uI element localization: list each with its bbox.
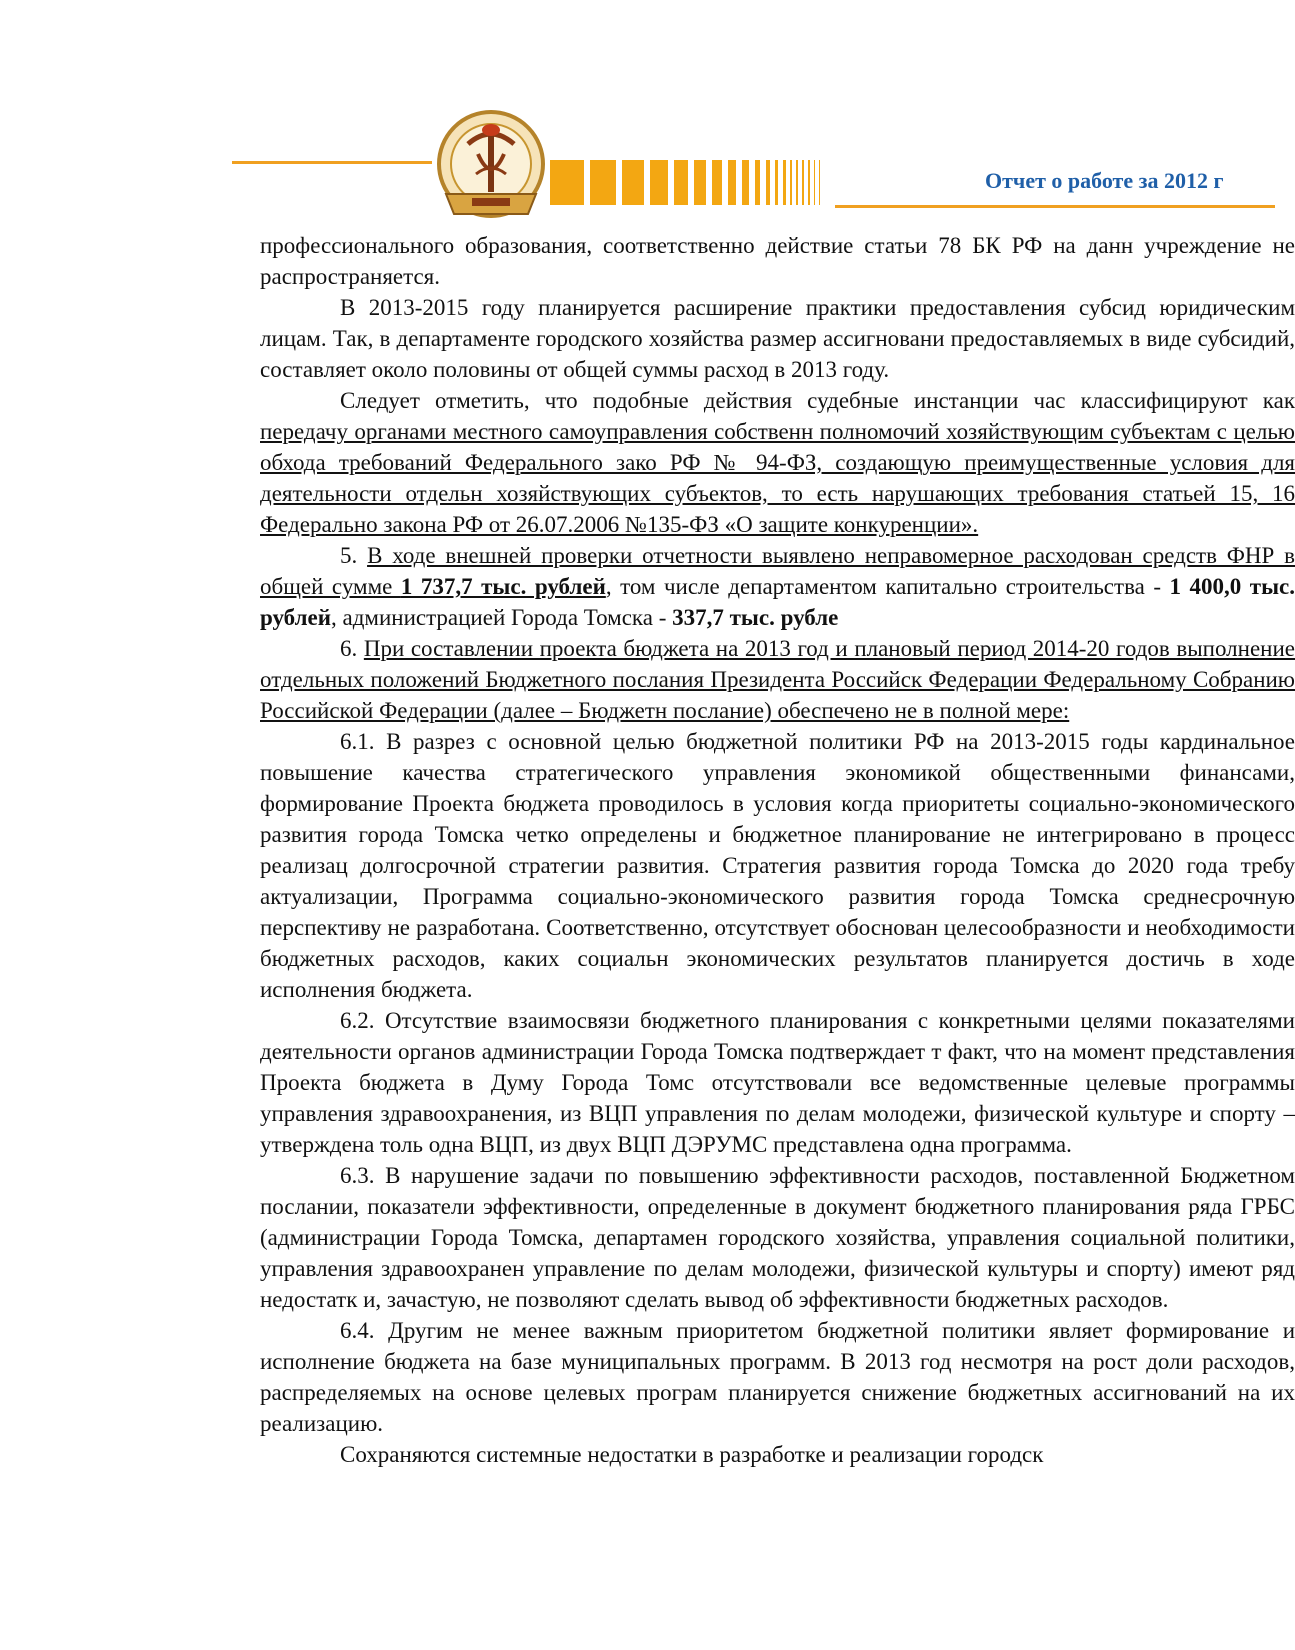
item-5-sum-capital: 1 400,0 тыс. рублей xyxy=(260,574,1295,630)
report-title: Отчет о работе за 2012 г xyxy=(985,168,1224,193)
header-stripes xyxy=(550,160,840,205)
paragraph-last: Сохраняются системные недостатки в разработке и реализации городск xyxy=(340,1442,1044,1467)
paragraph-item-6-1: 6.1. В разрез с основной целью бюджетной политики РФ на 2013-2015 годы кардинальное повышение качества стратегического управления экономикой общественными финансами, формирование Проекта бюджета проводилось в условия когда приоритеты социально-экономического развития города Томска четко определены и бюджетное планирование не интегрировано в процесс реализац долгосрочной стратегии развития. Стратегия развития города Томска до 2020 года требу актуализации, Программа социально-экономического развития города Томска среднесрочную перспективу не разработана. Соответственно, отсутствует обоснован целесообразности и необходимости бюджетных расходов, каких социальн экономических результатов планируется достичь в ходе исполнения бюджета. xyxy=(260,729,1295,1002)
paragraph-2: В 2013-2015 году планируется расширение практики предоставления субсид юридическим лицам. Так, в департаменте городского хозяйства размер ассигновани предоставляемых в виде субсидий, составляет около половины от общей суммы расход в 2013 году. xyxy=(260,295,1295,382)
item-5-total-sum: 1 737,7 тыс. рублей xyxy=(400,574,606,599)
header-rule-left xyxy=(232,161,432,164)
paragraph-item-6-3: 6.3. В нарушение задачи по повышению эффективности расходов, поставленной Бюджетном послании, показатели эффективности, определенные в документ бюджетного планирования ряда ГРБС (администрации Города Томска, департамен городского хозяйства, управления социальной политики, управления здравоохранен управление по делам молодежи, физической культуры и спорту) имеют ряд недостатк и, зачастую, не позволяют сделать вывод об эффективности бюджетных расходов. xyxy=(260,1163,1295,1312)
paragraph-1: профессионального образования, соответственно действие статьи 78 БК РФ на данн учреждение не распространяется. xyxy=(260,233,1295,289)
item-5-number: 5. xyxy=(340,543,368,568)
document-body xyxy=(260,230,1295,1470)
chamber-emblem-logo xyxy=(428,104,554,228)
paragraph-3 xyxy=(260,385,1295,540)
item-5-sum-administration: 337,7 тыс. рубле xyxy=(672,605,839,630)
item-6-number: 6. xyxy=(340,636,364,661)
paragraph-item-6-2: 6.2. Отсутствие взаимосвязи бюджетного планирования с конкретными целями показателями деятельности органов администрации Города Томска подтверждает т факт, что на момент представления Проекта бюджета в Думу Города Томс отсутствовали все ведомственные целевые программы управления здравоохранения, из ВЦП управления по делам молодежи, физической культуре и спорту – утверждена толь одна ВЦП, из двух ВЦП ДЭРУМС представлена одна программа. xyxy=(260,1008,1295,1157)
item-6-underlined: При составлении проекта бюджета на 2013 год и плановый период 2014-20 годов выполнение отдельных положений Бюджетного послания Президента Российск Федерации Федеральному Собранию Российской Федерации (далее – Бюджетн послание) обеспечено не в полной мере: xyxy=(260,636,1295,723)
paragraph-3-text: Следует отметить, что подобные действия судебные инстанции час классифицируют как xyxy=(340,388,1295,413)
paragraph-3-underlined: передачу органами местного самоуправления собственн полномочий хозяйствующим субъектам с целью обхода требований Федерального зако РФ № 94-ФЗ, создающую преимущественные условия для деятельности отдельн хозяйствующих субъектов, то есть нарушающих требования статьей 15, 16 Федерально закона РФ от 26.07.2006 №135-ФЗ «О защите конкуренции». xyxy=(260,419,1295,537)
paragraph-item-6-4: 6.4. Другим не менее важным приоритетом бюджетной политики являет формирование и исполнение бюджета на базе муниципальных программ. В 2013 год несмотря на рост доли расходов, распределяемых на основе целевых програм планируется снижение бюджетных ассигнований на их реализацию. xyxy=(260,1318,1295,1436)
item-5-text-2: , администрацией Города Томска - xyxy=(330,605,673,630)
page-header xyxy=(0,0,1275,230)
paragraph-item-5 xyxy=(260,540,1295,633)
item-5-underlined-text: В ходе внешней проверки отчетности выявлено неправомерное расходован средств ФНР в общей сумме xyxy=(260,543,1295,599)
paragraph-item-6 xyxy=(260,633,1295,726)
header-rule-right xyxy=(835,205,1275,208)
item-5-text-1: , том числе департаментом капитально строительства - xyxy=(605,574,1170,599)
